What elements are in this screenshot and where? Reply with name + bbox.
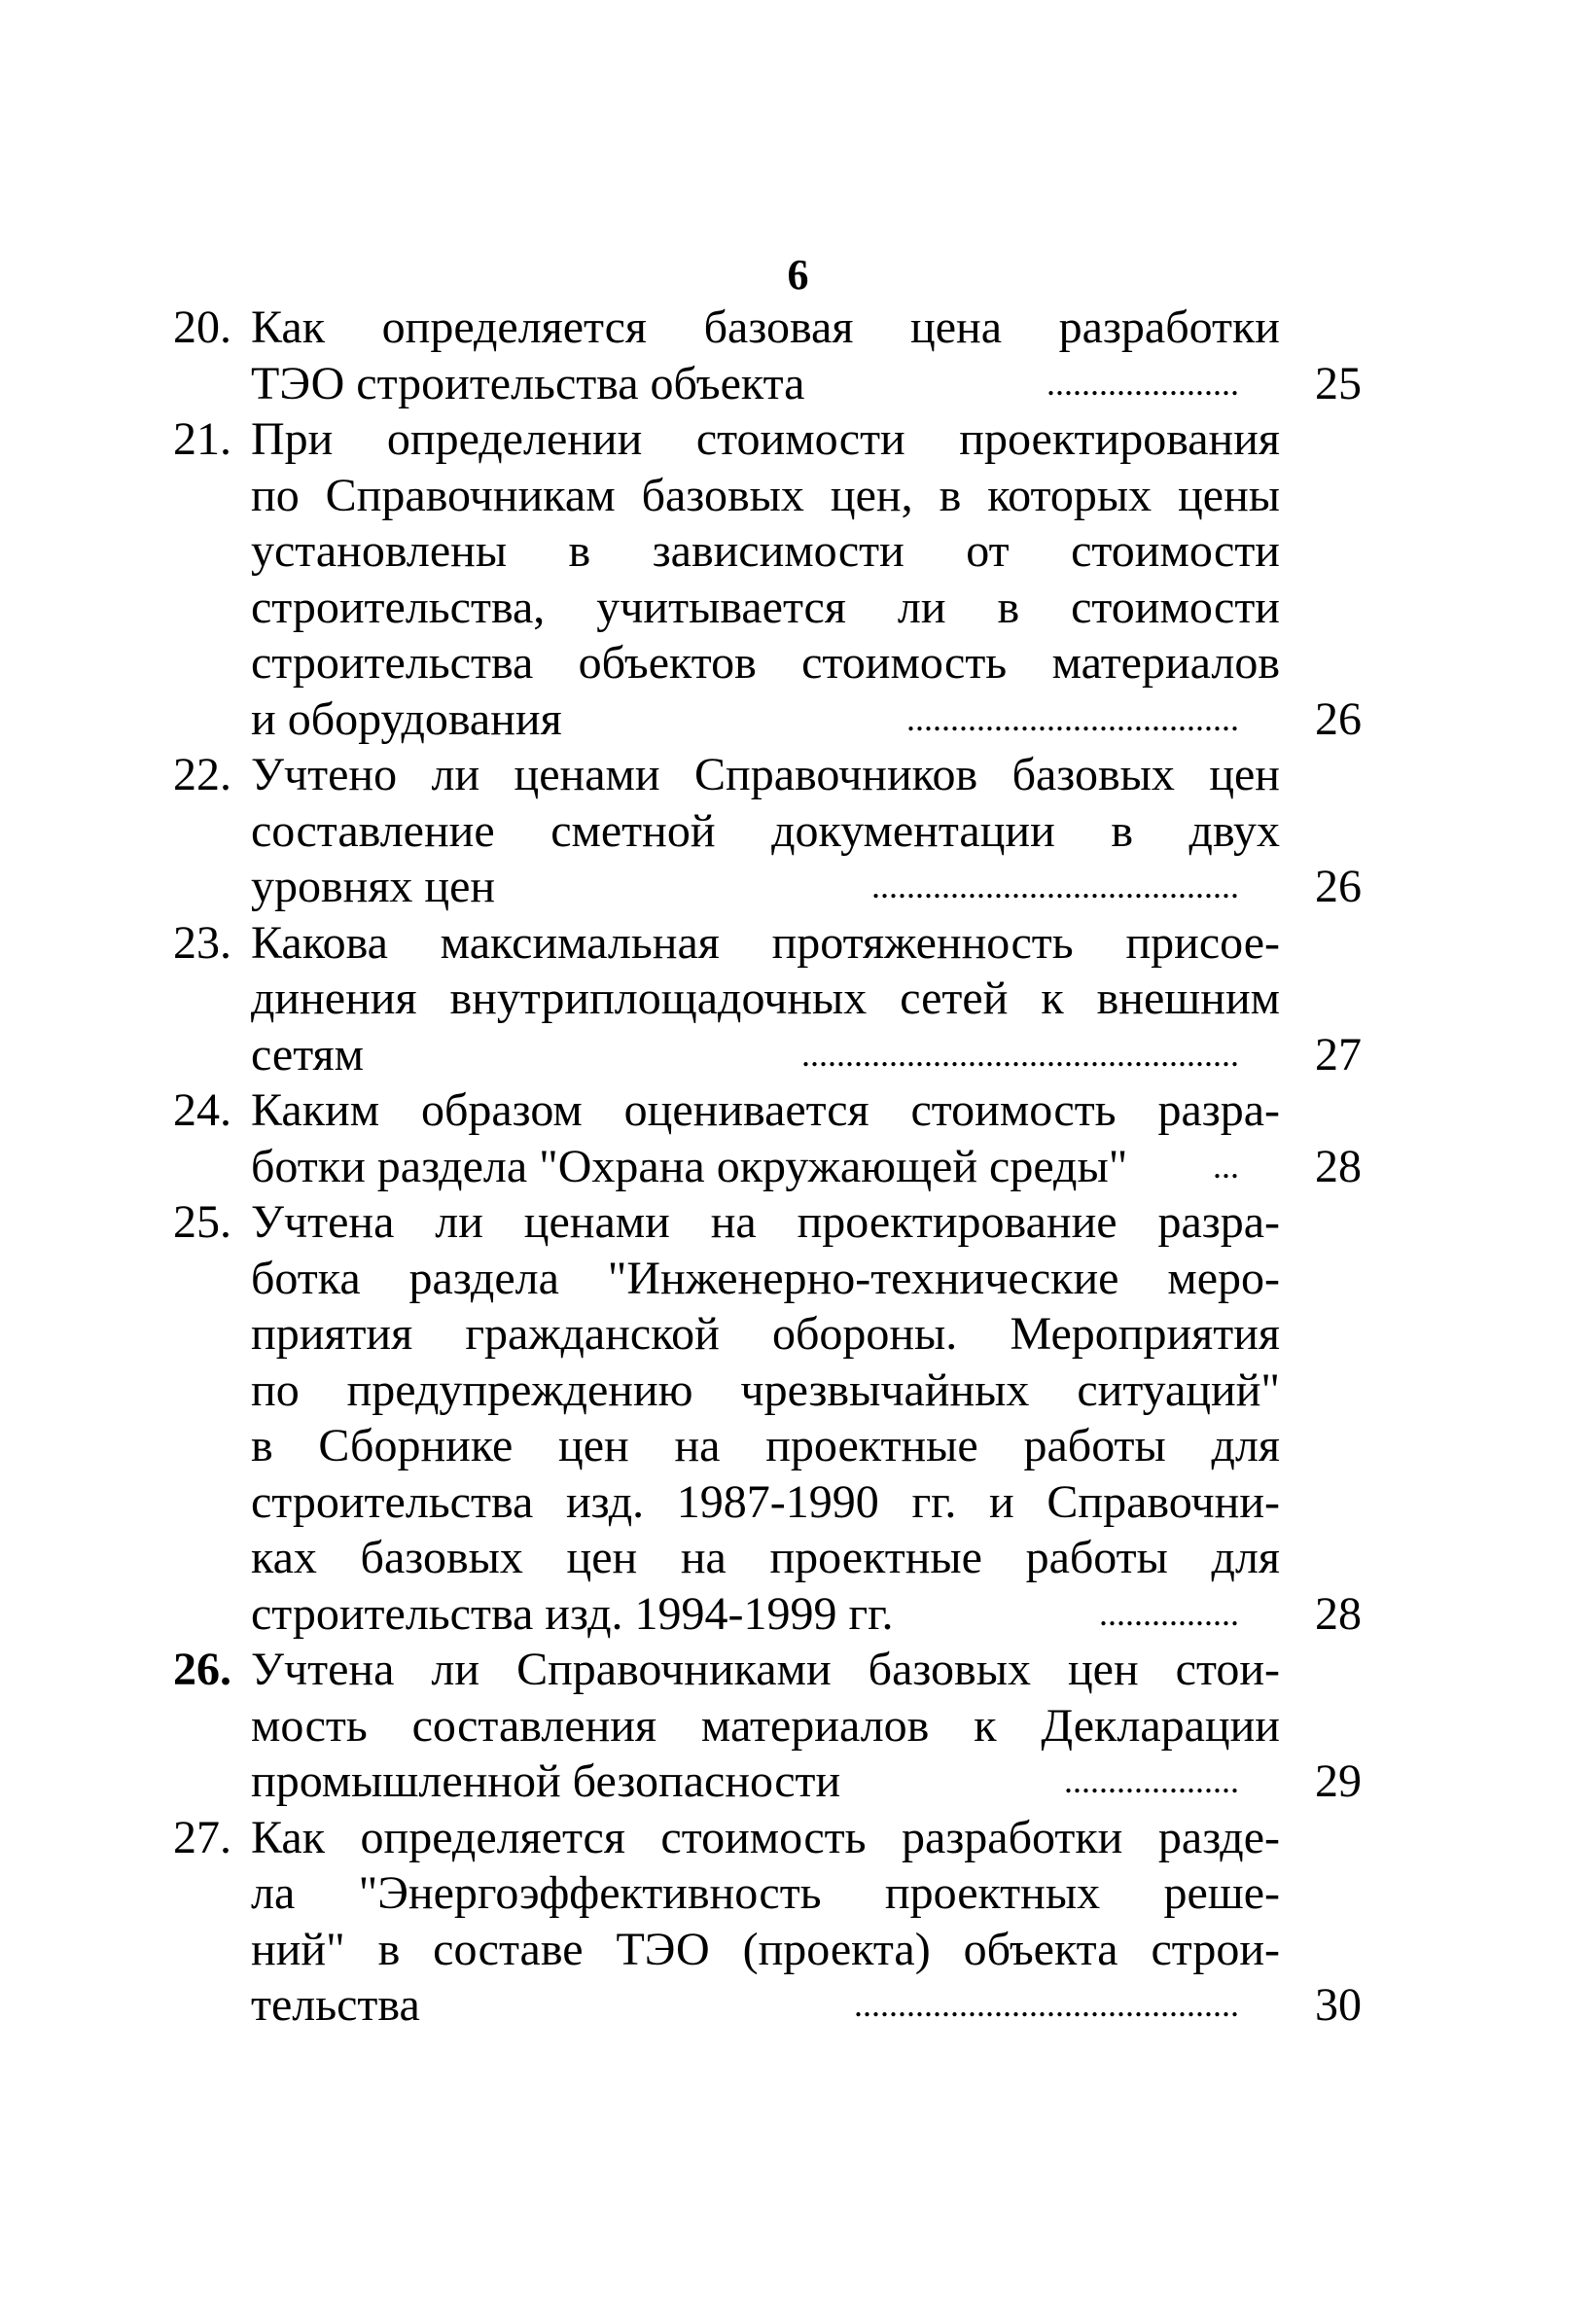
- toc-entry-last-line: [251, 691, 1369, 748]
- toc-entry-text-line: приятия гражданской обороны. Мероприятия: [251, 1308, 1280, 1360]
- page-number: 6: [787, 251, 809, 299]
- toc-entry-text-line: мость составления материалов к Декларации: [251, 1699, 1280, 1752]
- toc-entry-page-ref: 26: [1315, 692, 1362, 745]
- toc-entry-leader-dots: ..................................................: [801, 1034, 1239, 1074]
- toc-entry-text-line: Какова максимальная протяженность присое-: [251, 916, 1280, 969]
- toc-entry-page-ref: 27: [1315, 1028, 1362, 1081]
- toc-entry-text-line: по предупреждению чрезвычайных ситуаций": [251, 1364, 1280, 1416]
- toc-entry-page-ref: 29: [1315, 1755, 1362, 1807]
- toc-entry-label: и оборудования: [251, 692, 562, 745]
- toc-entry-last-line: [251, 356, 1369, 412]
- toc-entry-text-line: строительства, учитывается ли в стоимости: [251, 581, 1280, 633]
- toc-entry-number: 20.: [173, 301, 231, 353]
- toc-entry-number: 23.: [173, 916, 231, 969]
- toc-entry-text-line: Учтена ли ценами на проектирование разра-: [251, 1196, 1280, 1248]
- toc-entry-leader-dots: ................: [1099, 1593, 1239, 1633]
- toc-entry-page-ref: 28: [1315, 1587, 1362, 1640]
- toc-entry-number: 21.: [173, 413, 231, 465]
- toc-entry-text-line: ний" в составе ТЭО (проекта) объекта строи-: [251, 1923, 1280, 1975]
- toc-entry-number: 22.: [173, 749, 231, 800]
- toc-entry-page-ref: 26: [1315, 861, 1362, 912]
- toc-entry-label: промышленной безопасности: [251, 1755, 841, 1807]
- toc-entry-last-line: [251, 1586, 1369, 1643]
- toc-entry-text-line: в Сборнике цен на проектные работы для: [251, 1420, 1280, 1471]
- toc-entry-text-line: динения внутриплощадочных сетей к внешним: [251, 973, 1280, 1024]
- toc-entry-text-line: составление сметной документации в двух: [251, 804, 1280, 857]
- toc-entry-last-line: [251, 1754, 1369, 1810]
- toc-entry-text-line: Каким образом оценивается стоимость разра-: [251, 1084, 1280, 1136]
- toc-entry-page-ref: 30: [1315, 1979, 1362, 2031]
- toc-entry-last-line: [251, 1139, 1369, 1195]
- toc-entry-page-ref: 25: [1315, 357, 1362, 409]
- toc-entry-label: тельства: [251, 1979, 420, 2031]
- toc-entry-text-line: строительства изд. 1987-1990 гг. и Справочни-: [251, 1475, 1280, 1528]
- toc-entry-number: 24.: [173, 1084, 231, 1136]
- toc-entry-label: сетям: [251, 1028, 364, 1081]
- toc-entry-last-line: [251, 1977, 1369, 2034]
- toc-entry-text-line: ботка раздела "Инженерно-технические меро-: [251, 1252, 1280, 1304]
- toc-entry-text-line: по Справочникам базовых цен, в которых цены: [251, 469, 1280, 521]
- toc-entry-label: строительства изд. 1994-1999 гг.: [251, 1587, 894, 1640]
- toc-entry-text-line: Как определяется базовая цена разработки: [251, 301, 1280, 353]
- toc-entry-label: уровнях цен: [251, 861, 496, 912]
- toc-entry-text-line: ках базовых цен на проектные работы для: [251, 1532, 1280, 1583]
- toc-entry-leader-dots: ..........................................: [871, 867, 1239, 905]
- toc-entry-leader-dots: ...: [1213, 1146, 1239, 1186]
- toc-entry-leader-dots: ......................: [1046, 363, 1239, 403]
- toc-entry-text-line: ла "Энергоэффективность проектных реше-: [251, 1867, 1280, 1919]
- toc-entry-number: 27.: [173, 1811, 231, 1863]
- toc-entry-number: 25.: [173, 1196, 231, 1248]
- toc-entry-text-line: Учтено ли ценами Справочников базовых цен: [251, 749, 1280, 800]
- toc-entry-leader-dots: ....................: [1064, 1761, 1239, 1800]
- toc-entry-label: ботки раздела "Охрана окружающей среды": [251, 1140, 1128, 1192]
- toc-entry-text-line: установлены в зависимости от стоимости: [251, 525, 1280, 577]
- toc-entry-last-line: [251, 859, 1369, 915]
- toc-entry-number: 26.: [173, 1644, 231, 1695]
- toc-entry-leader-dots: ............................................: [854, 1985, 1239, 2024]
- toc-entry-last-line: [251, 1027, 1369, 1083]
- toc-entry-leader-dots: ......................................: [906, 698, 1239, 738]
- toc-entry-text-line: При определении стоимости проектирования: [251, 413, 1280, 465]
- toc-entry-text-line: Как определяется стоимость разработки разде-: [251, 1811, 1280, 1863]
- toc-entry-text-line: Учтена ли Справочниками базовых цен стои-: [251, 1644, 1280, 1695]
- toc-entry-label: ТЭО строительства объекта: [251, 357, 805, 409]
- toc-entry-page-ref: 28: [1315, 1140, 1362, 1192]
- toc-entry-text-line: строительства объектов стоимость материалов: [251, 637, 1280, 689]
